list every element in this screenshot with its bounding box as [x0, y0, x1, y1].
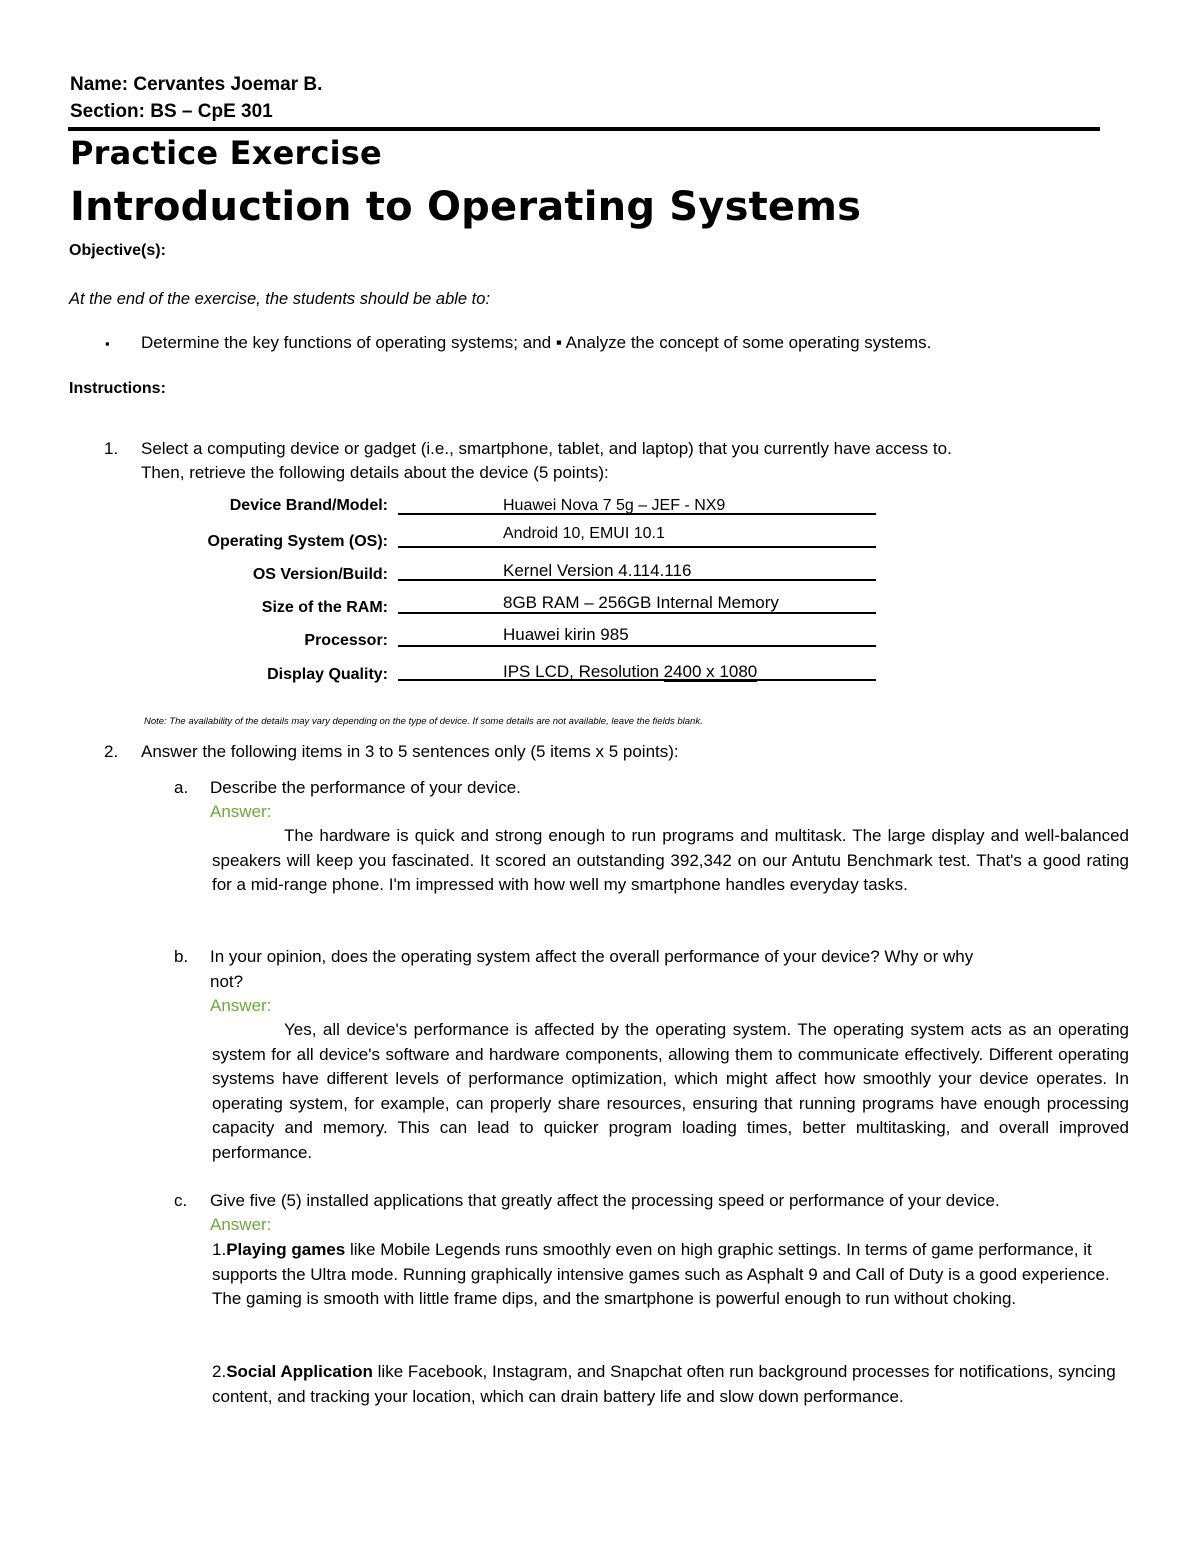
field-label-os: Operating System (OS): [207, 533, 388, 550]
header-rule [68, 127, 1100, 131]
field-value-brand: Huawei Nova 7 5g – JEF - NX9 [503, 497, 726, 514]
question-b-letter: b. [174, 947, 189, 966]
bullet-icon: ▪ [105, 336, 110, 351]
question-c-letter: c. [174, 1191, 188, 1210]
question-a-answer-text: The hardware is quick and strong enough to run programs and multitask. The large display and well-balanced speakers will keep you fascinated. It scored an outstanding 392,342 on our Antutu Benchmark test. That's a good rating for a mid-range phone. I'm impressed with how well my smartphone handles everyday tasks. [212, 826, 1129, 894]
field-value-ram: 8GB RAM – 256GB Internal Memory [503, 593, 779, 612]
field-value-display [503, 662, 757, 682]
field-value-processor: Huawei kirin 985 [503, 625, 629, 644]
item2-number: 2. [104, 742, 119, 761]
app-item-2 [212, 1360, 1132, 1409]
field-label-display: Display Quality: [267, 666, 388, 683]
objectives-heading: Objective(s): [69, 242, 166, 259]
field-line-os [398, 546, 876, 548]
question-b-answer [212, 1018, 1129, 1165]
display-value-a: IPS LCD, Resolution [503, 662, 659, 681]
document-subtitle: Practice Exercise [70, 134, 382, 172]
field-label-os-version: OS Version/Build: [252, 566, 388, 583]
app-1-number: 1. [212, 1240, 227, 1259]
question-c-answer-label: Answer: [210, 1215, 272, 1234]
question-a-text: Describe the performance of your device. [210, 778, 521, 797]
app-2-number: 2. [212, 1362, 227, 1381]
item1-line1: Select a computing device or gadget (i.e., smartphone, tablet, and laptop) that you currently have access to. [141, 439, 952, 458]
app-item-1 [212, 1238, 1132, 1312]
question-c-text: Give five (5) installed applications that greatly affect the processing speed or performance of your device. [210, 1191, 1000, 1210]
item2-text: Answer the following items in 3 to 5 sentences only (5 items x 5 points): [141, 742, 679, 761]
field-label-ram: Size of the RAM: [261, 599, 388, 616]
objectives-intro: At the end of the exercise, the students should be able to: [69, 290, 491, 308]
question-a-answer [212, 824, 1129, 898]
field-value-os-version: Kernel Version 4.114.116 [503, 561, 692, 580]
item1-line2: Then, retrieve the following details about the device (5 points): [141, 463, 609, 482]
app-2-text: like Facebook, Instagram, and Snapchat often run background processes for notifications, syncing content, and tracking your location, which can drain battery life and slow down performance. [212, 1362, 1116, 1406]
field-label-processor: Processor: [304, 632, 388, 649]
item1-number: 1. [104, 439, 119, 458]
question-a-answer-label: Answer: [210, 802, 272, 821]
question-b-text-line1: In your opinion, does the operating system affect the overall performance of your device? Why or why [210, 947, 974, 966]
question-b-text-line2: not? [210, 972, 244, 991]
document-title: Introduction to Operating Systems [70, 184, 862, 230]
question-b-answer-label: Answer: [210, 996, 272, 1015]
student-name: Name: Cervantes Joemar B. [70, 74, 323, 95]
instructions-heading: Instructions: [69, 380, 166, 397]
objectives-bullet-text: Determine the key functions of operating systems; and ▪ Analyze the concept of some operating systems. [141, 333, 932, 352]
field-value-os: Android 10, EMUI 10.1 [503, 525, 665, 542]
app-2-title: Social Application [226, 1362, 373, 1381]
question-a-letter: a. [174, 778, 189, 797]
student-section: Section: BS – CpE 301 [70, 101, 273, 122]
display-value-b: 2400 x 1080 [663, 662, 758, 681]
field-line-processor [398, 645, 876, 647]
field-label-brand: Device Brand/Model: [229, 497, 388, 514]
app-1-title: Playing games [226, 1240, 346, 1259]
note-text: Note: The availability of the details may vary depending on the type of device. If some details are not available, leave the fields blank. [144, 716, 703, 727]
question-b-answer-text: Yes, all device's performance is affected by the operating system. The operating system acts as an operating system for all device's software and hardware components, allowing them to communicate effectively. Different operating systems have different levels of performance optimization, which might affect how smoothly your device operates. In operating system, for example, can properly share resources, ensuring that running programs have enough processing capacity and memory. This can lead to quicker program loading times, better multitasking, and overall improved performance. [212, 1020, 1129, 1162]
app-1-text: like Mobile Legends runs smoothly even on high graphic settings. In terms of game performance, it supports the Ultra mode. Running graphically intensive games such as Asphalt 9 and Call of Duty is a good experience. The gaming is smooth with little frame dips, and the smartphone is powerful enough to run without choking. [212, 1240, 1110, 1308]
